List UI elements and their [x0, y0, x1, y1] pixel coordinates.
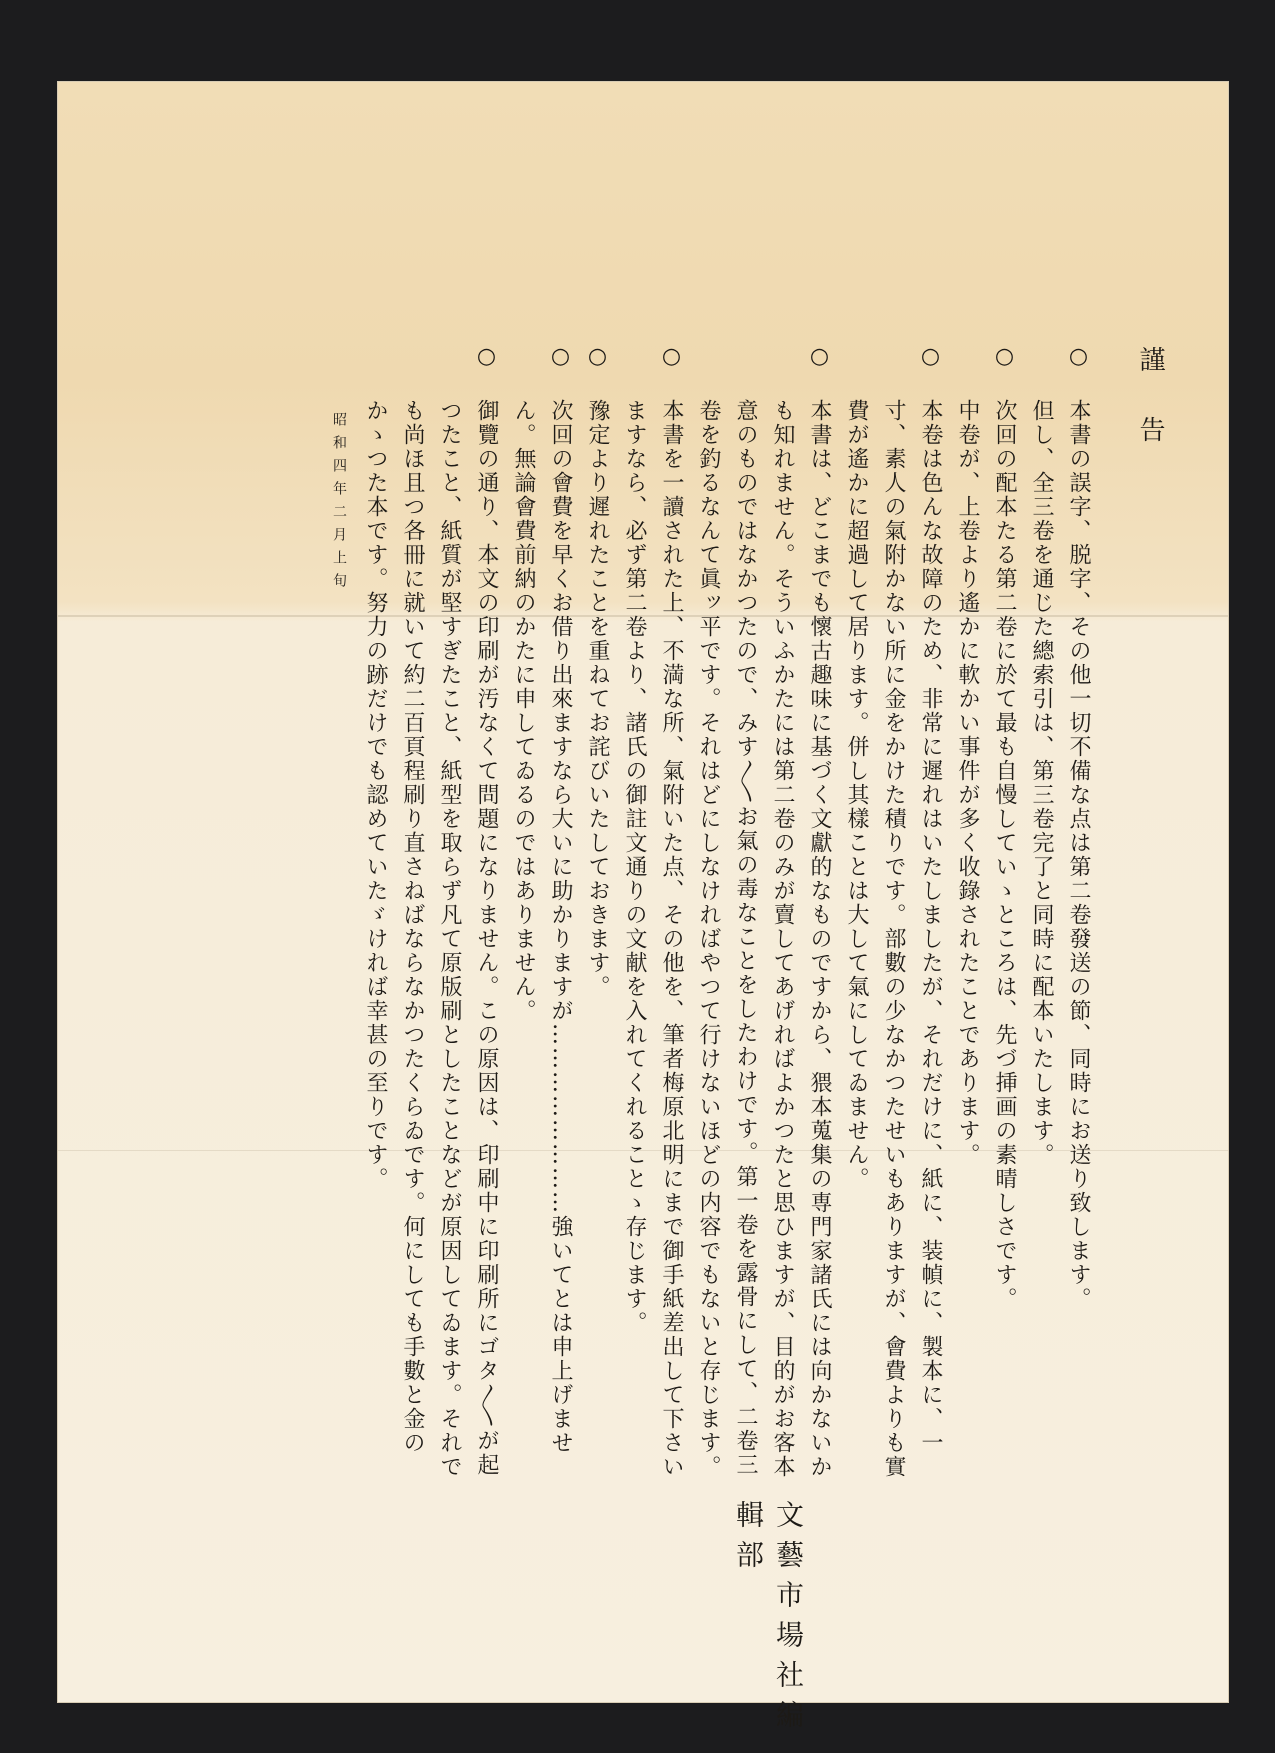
circle-bullet-icon: ○ — [659, 344, 684, 371]
notice-item-text: 本卷は色んな故障のため、非常に遲れはいたしましたが、それだけに、紙に、装幀に、製本に、一寸、素人の氣附かない所に金をかけた積りです。部數の少なかつたせいもありますが、會費よりも實費が遙かに超過して居ります。併し其樣ことは大して氣にしてゐません。 — [844, 399, 943, 1479]
circle-bullet-icon: ○ — [807, 344, 832, 371]
notice-item — [949, 344, 1023, 1494]
circle-bullet-icon: ○ — [992, 344, 1017, 371]
circle-bullet-icon: ○ — [474, 344, 499, 371]
notice-item-text: 本書を一讀された上、不満な所、氣附いた点、その他を、筆者梅原北明にまで御手紙差出して下さいますなら、必ず第二卷より、諸氏の御註文通りの文献を入れてくれることゝ存じます。 — [622, 399, 684, 1479]
notice-item-text: 豫定より遲れたことを重ねてお詫びいたしておきます。 — [585, 399, 610, 999]
circle-bullet-icon: ○ — [585, 344, 610, 371]
notice-item-text: 御覽の通り、本文の印刷が汚なくて問題になりません。この原因は、印刷中に印刷所にゴタ〳〵が起つたこと、紙質が堅すぎたこと、紙型を取らず凡て原版刷としたことなどが原因してゐます。それでも尚ほ且つ各冊に就いて約二百頁程刷り直さねばならなかつたくらゐです。何にしても手數と金のかゝつた本です。努力の跡だけでも認めていたゞければ幸甚の至りです。 — [363, 399, 499, 1479]
notice-date: 昭和四年二月上旬 — [331, 412, 347, 596]
notice-item — [505, 344, 579, 1494]
notice-item-text: 本書は、どこまでも懷古趣味に基づく文獻的なものですから、猥本蒐集の専門家諸氏には向かないかも知れません。そういふかたには第二卷のみが賣してあげればよかつたと思ひますが、目的がお客本意のものではなかつたので、みす〳〵お氣の毒なことをしたわけです。第一卷を露骨にして、二卷三卷を釣るなんて眞ッ平です。それはどにしなければやつて行けないほどの内容でもないと存じます。 — [696, 399, 832, 1479]
notice-sheet — [58, 82, 1228, 1740]
notice-item-text: 次回の配本たる第二卷に於て最も自慢していゝところは、先づ挿画の素晴しさです。 中卷が、上卷より遙かに軟かい事件が多く收錄されたことであります。 — [955, 399, 1017, 1311]
publisher-signature: 文藝市場社編輯部 — [732, 1500, 805, 1740]
notice-item-text: 次回の會費を早くお借り出來ますなら大いに助かりますが……………………強いてとは申上げません。無論會費前納のかたに申してゐるのではありません。 — [511, 399, 573, 1455]
notice-item — [690, 344, 838, 1494]
notice-body — [278, 344, 1168, 1494]
circle-bullet-icon: ○ — [548, 344, 573, 371]
circle-bullet-icon: ○ — [918, 344, 943, 371]
circle-bullet-icon: ○ — [1066, 344, 1091, 371]
notice-title: 謹告 — [1135, 346, 1165, 486]
notice-item — [357, 344, 505, 1494]
notice-item — [579, 344, 616, 1494]
notice-item-text: 本書の誤字、脱字、その他一切不備な点は第二卷發送の節、同時にお送り致します。 但し、全三卷を通じた總索引は、第三卷完了と同時に配本いたします。 — [1029, 399, 1091, 1311]
notice-item — [1023, 344, 1097, 1494]
notice-item — [838, 344, 949, 1494]
notice-item — [616, 344, 690, 1494]
